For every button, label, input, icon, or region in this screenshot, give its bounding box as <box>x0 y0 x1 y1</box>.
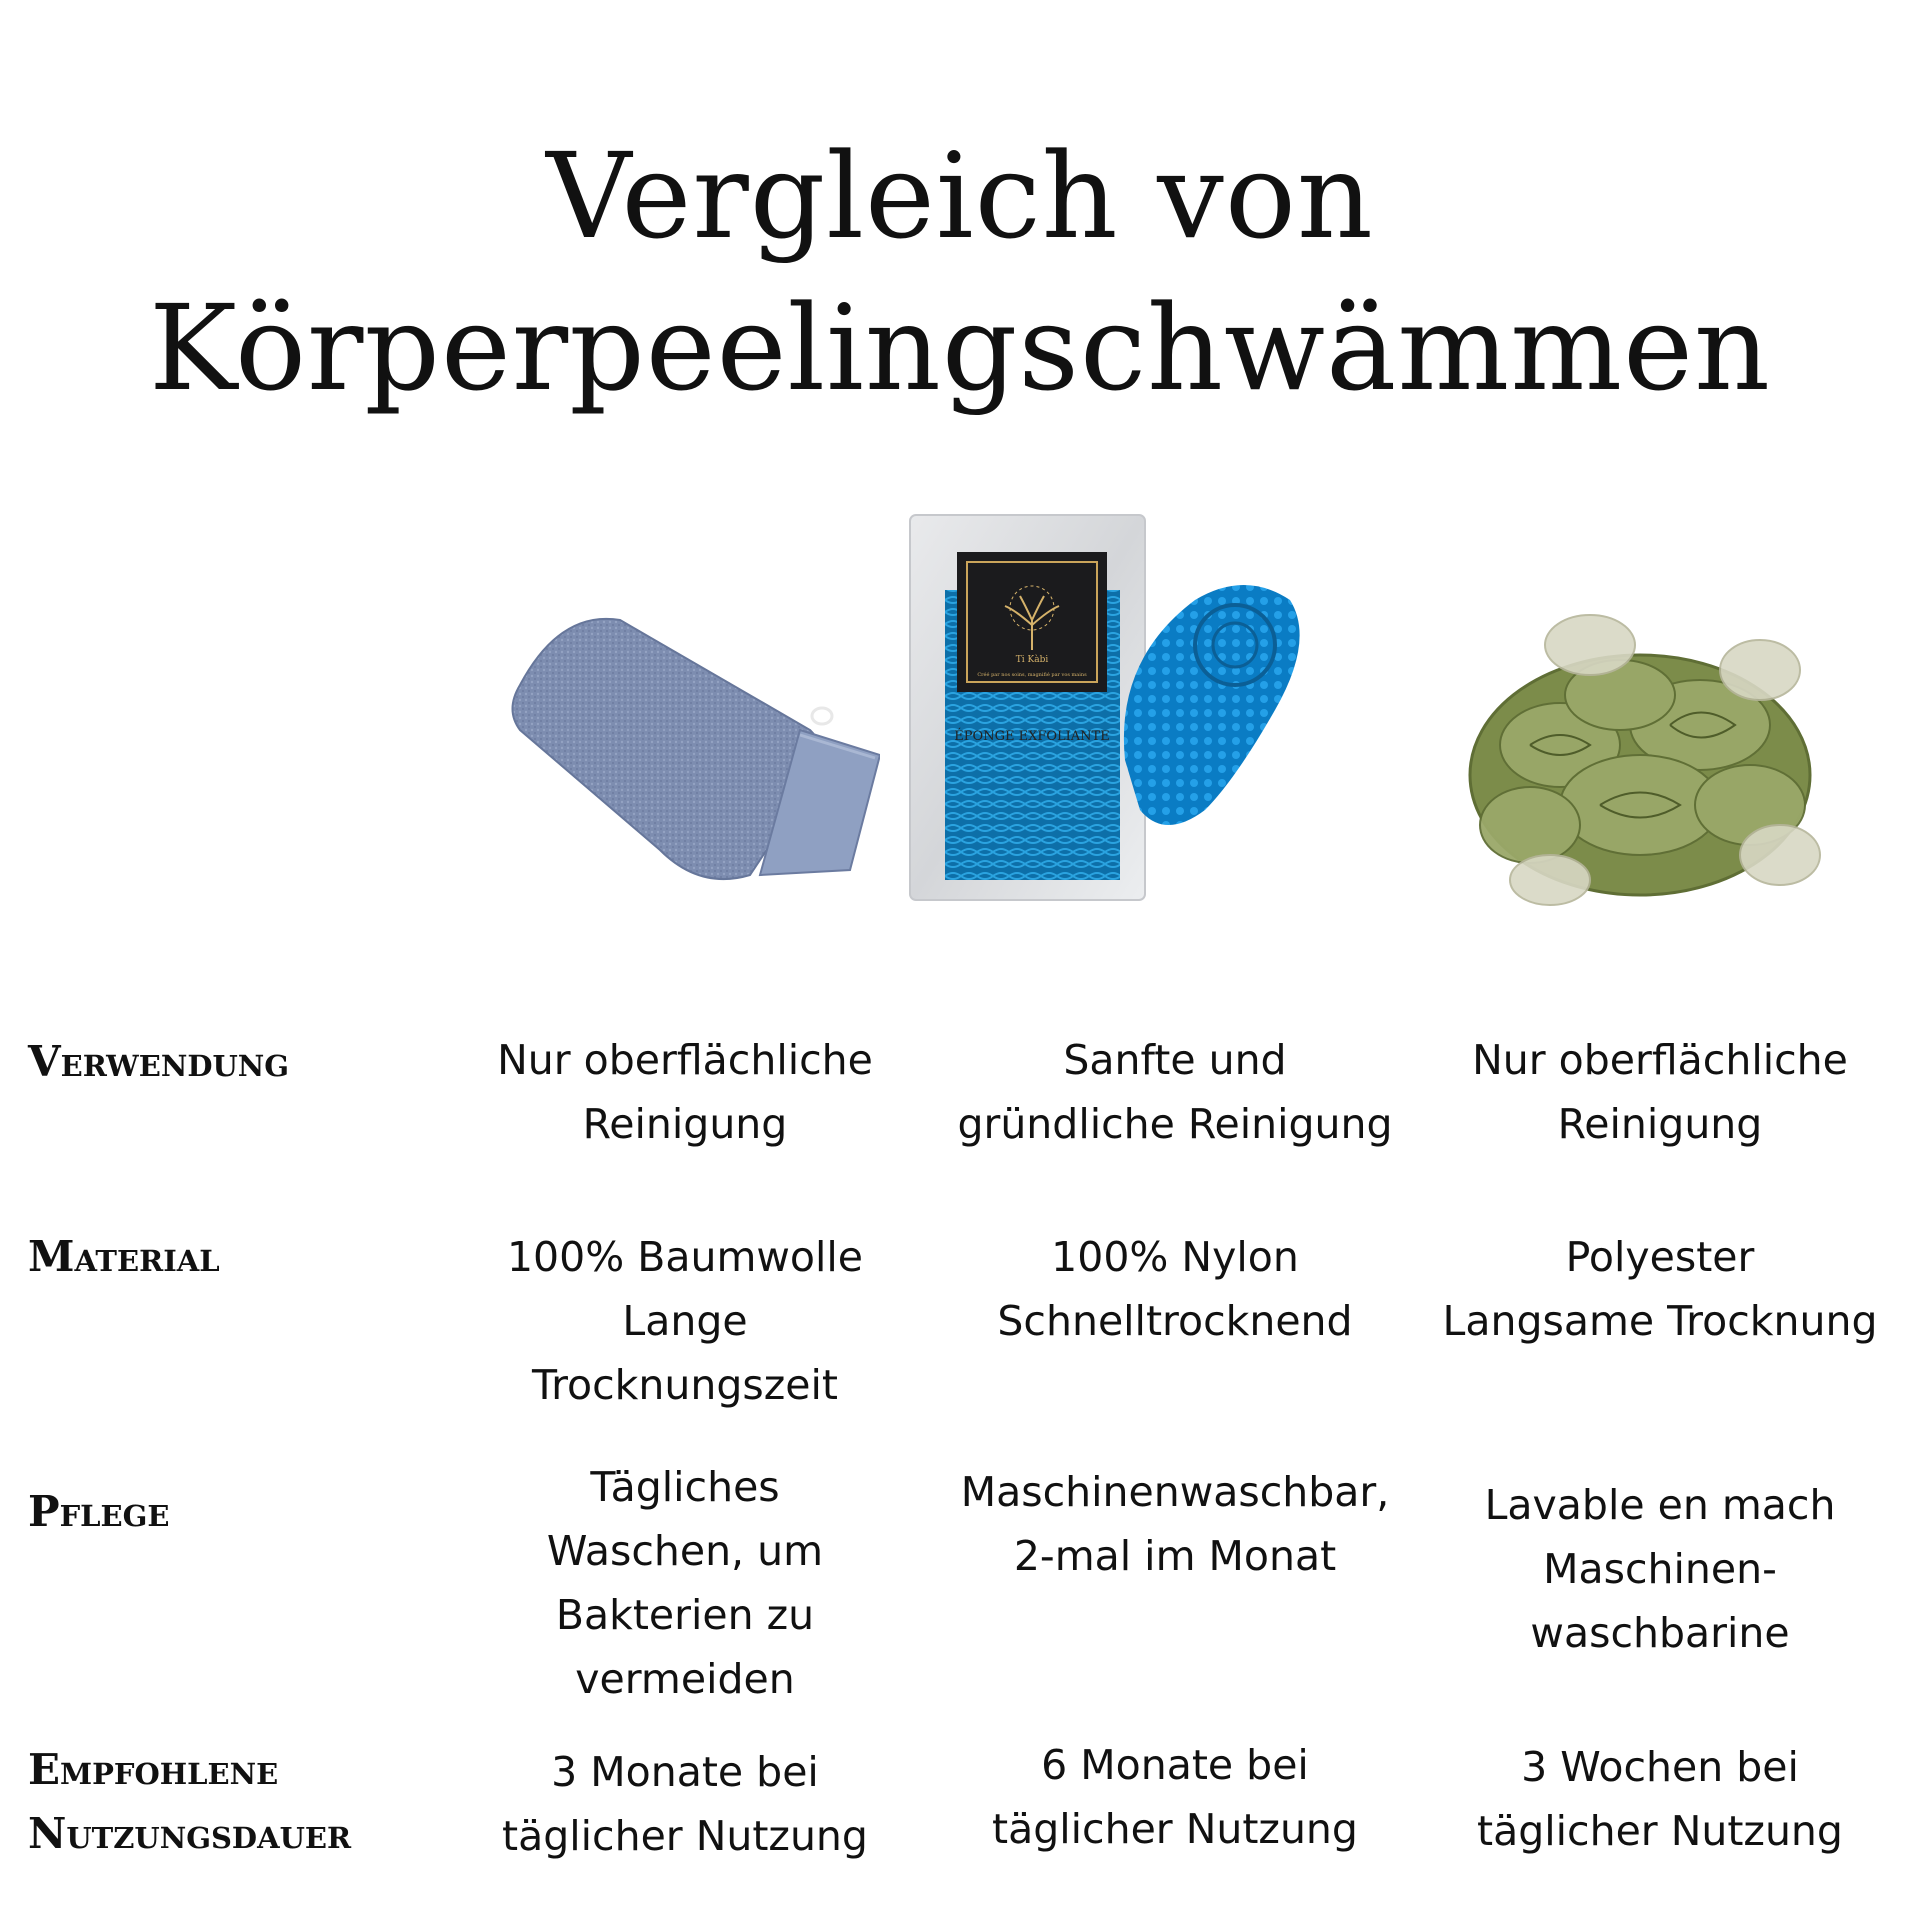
cell-nutzungsdauer-mitt: 3 Monate bei täglicher Nutzung <box>502 1748 868 1860</box>
pack-tagline: Créé par nos soins, magnifié par vos mains <box>977 672 1087 678</box>
cell-nutzungsdauer-puff: 3 Wochen bei täglicher Nutzung <box>1477 1743 1843 1855</box>
row-label-material: Material <box>28 1232 220 1281</box>
page-title <box>0 120 1920 424</box>
cell-material-mitt: 100% Baumwolle Lange Trocknungszeit <box>506 1233 864 1409</box>
exfoliating-net-pack-image <box>865 510 1385 910</box>
row-label-verwendung: Verwendung <box>28 1037 290 1086</box>
cell-verwendung-net: Sanfte und gründliche Reinigung <box>957 1036 1393 1148</box>
cell-material-net: 100% Nylon Schnelltrocknend <box>997 1233 1353 1345</box>
cell-verwendung-mitt: Nur oberflächliche Reinigung <box>497 1036 873 1148</box>
pack-label: ÉPONGE EXFOLIANTE <box>954 729 1110 744</box>
cell-nutzungsdauer-net: 6 Monate bei täglicher Nutzung <box>992 1741 1358 1853</box>
wash-mitt-image <box>500 590 880 890</box>
row-label-pflege: Pflege <box>28 1487 170 1536</box>
cell-verwendung-puff: Nur oberflächliche Reinigung <box>1472 1036 1848 1148</box>
title-line-1: Vergleich von <box>546 127 1374 265</box>
cell-pflege-mitt: Tägliches Waschen, um Bakterien zu vermeiden <box>546 1463 824 1703</box>
pack-brand: Ti Kàbi <box>1015 655 1049 665</box>
cell-pflege-puff: Lavable en mach Maschinen- waschbarine <box>1484 1481 1836 1657</box>
cell-material-puff: Polyester Langsame Trocknung <box>1442 1233 1878 1345</box>
cell-pflege-net: Maschinenwaschbar, 2-mal im Monat <box>960 1468 1390 1580</box>
row-label-nutzungsdauer: Empfohlene Nutzungsdauer <box>28 1745 352 1858</box>
bath-puff-image <box>1440 575 1840 915</box>
title-line-2: Körperpeelingschwämmen <box>148 279 1772 417</box>
